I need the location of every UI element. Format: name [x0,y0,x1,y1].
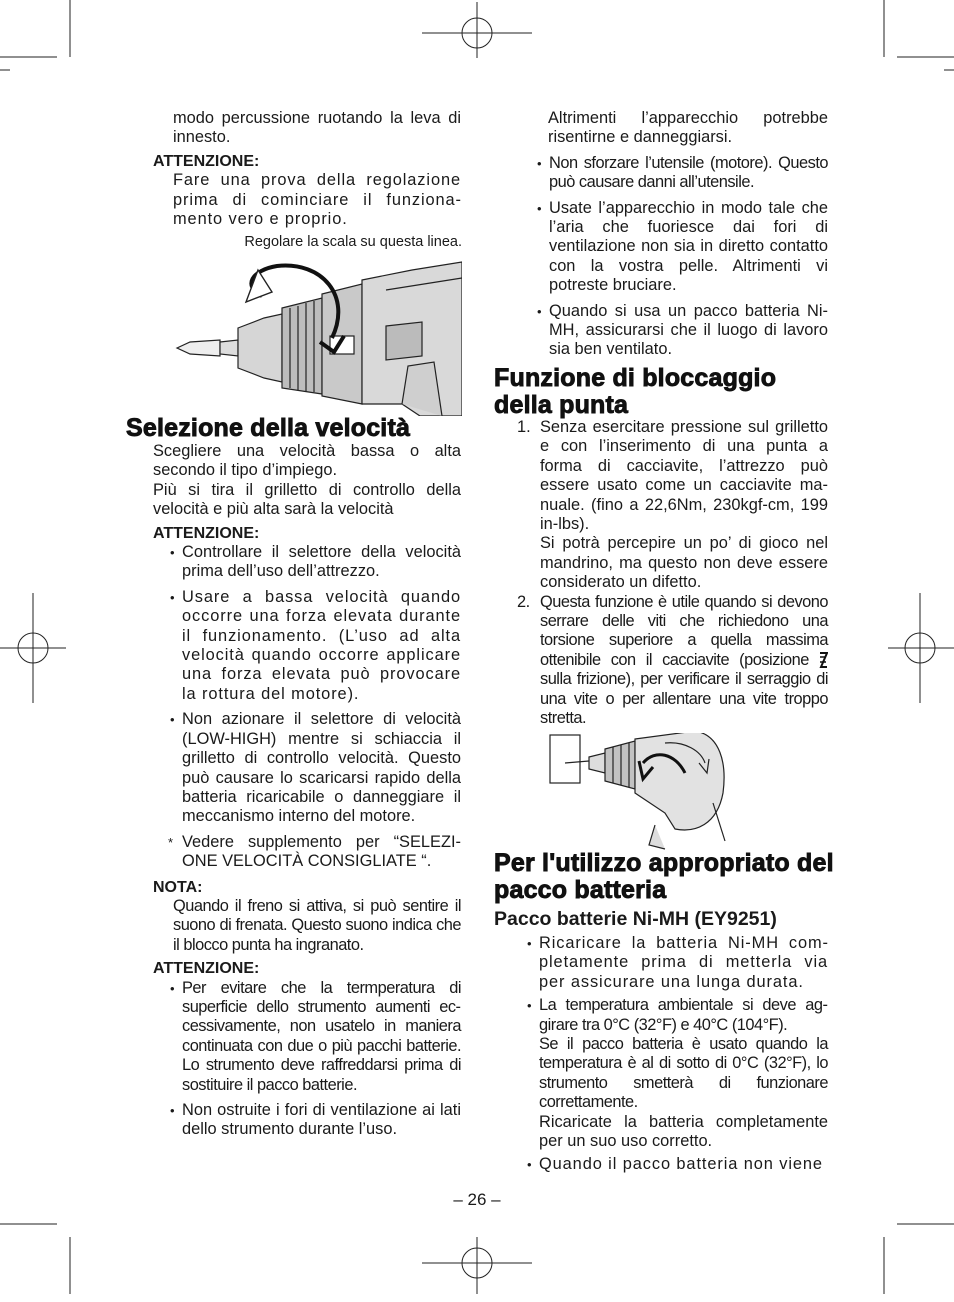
bullet-icon: • [170,1103,175,1118]
bullet-icon: • [527,936,533,951]
lock-item-1-extra: Si potrà percepire un po’ di gioco nel mandrino, ma questo non deve essere considerato un difetto. [540,534,828,592]
caution-item: • Quando si usa un pacco batteria Ni-MH, assicurarsi che il luogo di lavoro sia ben ventilato. [537,301,828,359]
registration-mark-left [0,593,70,703]
battery-item: • Ricaricare la batteria Ni-MH completamente prima di metterla via per assicurare una lunga durata. [527,934,828,991]
bullet-icon: • [537,155,542,171]
battery-item: • La temperatura ambientale si deve aggirare tra 0°C (32°F) e 40°C (104°F). [527,996,828,1034]
caution-item: • Usate l’apparecchio in modo tale che l’aria che fuoriesce dai fori di ventilazione non sia in diretto contatto con la vostra pelle. Altrimenti vi potreste bruciare. [537,198,828,295]
lock-title: Funzione di bloccaggio della punta [494,364,777,419]
speed-paragraph-2: Più si tira il grilletto di controllo della velocità e più alta sarà la velocità [153,480,461,519]
bullet-icon: • [537,200,542,216]
lock-item-2: 2. Questa funzione è utile quando si devono serrare delle viti che richiedono una torsione superiore a quella massima ottenibile con il cacciavite (posizione sulla frizione), per verificare il serraggio di una vite o per allentare una vite troppo stretta. [517,592,828,728]
continued-text: Altrimenti l’apparecchio potrebbe risentirne e danneggiarsi. [548,109,828,147]
speed-paragraph-1: Scegliere una velocità bassa o alta secondo il tipo d’impiego. [153,442,461,480]
attention-item: • Per evitare che la termperatura di superficie dello strumento aumenti eccessivamente, non usatelo in maniera continuata con due o più pacchi batterie. Lo strumento deve raffreddarsi prima di sostituire il pacco batterie. [170,978,461,1094]
attention-item: • Non azionare il selettore di velocità (LOW-HIGH) mentre si schiaccia il grilletto di controllo velocità. Questo può causare lo scaricarsi rapido della batteria ricaricabile o danneggiare il meccanismo interno del motore. [170,710,461,826]
page-number: – 26 – [453,1190,501,1209]
battery-title: Per l'utilizzo appropriato del pacco batteria [494,849,834,904]
battery-item: • Quando il pacco batteria non viene [527,1155,823,1174]
speed-title: Selezione della velocità [126,414,411,442]
note-text: Quando il freno si attiva, si può sentire il suono di frenata. Questo suono indica che il blocco punta ha ingranato. [173,896,461,954]
attention-item: • Non ostruite i fori di ventilazione ai lati dello strumento durante l’uso. [170,1101,461,1139]
right-column-top [537,109,828,360]
bullet-icon: • [527,998,532,1014]
battery-subtitle: Pacco batterie Ni-MH (EY9251) [494,908,777,930]
note-label: NOTA: [153,878,203,896]
bullet-icon: • [170,589,176,605]
intro-text: modo percussione ruotando la leva di innesto. [173,109,461,147]
battery-section [527,934,828,1175]
asterisk-icon: * [168,834,174,850]
supplement-note: * Vedere supplemento per “SELEZIONE VELOCITÀ CONSIGLIATE “. [168,832,461,871]
attention-label-1: ATTENZIONE: [153,152,260,170]
attention-item: • Controllare il selettore della velocità prima dell’uso dell’attrezzo. [170,543,461,581]
bullet-icon: • [527,1157,533,1173]
bullet-icon: • [537,303,542,319]
registration-mark-top [422,0,532,70]
left-column-top [153,109,461,229]
bullet-icon: • [170,980,175,996]
lock-section [517,418,828,729]
drill-lock-illustration [545,733,735,853]
attention-label-2: ATTENZIONE: [153,524,260,542]
battery-item-extra: Ricaricate la batteria completamente per un suo uso corretto. [539,1112,828,1151]
figure-caption: Regolare la scala su questa linea. [244,234,462,250]
registration-mark-right [888,593,954,703]
drill-setting-symbol [819,652,828,668]
bullet-icon: • [170,712,175,728]
registration-mark-bottom [422,1232,532,1302]
attention-label-3: ATTENZIONE: [153,960,260,978]
drill-chuck-illustration [172,256,462,416]
attention-item: • Usare a bassa velocità quando occorre una forza elevata durante il funzionamento. (L’uso ad alta velocità quando occorre applicare una forza elevata può provocare la rottura del motore). [170,587,461,703]
bullet-icon: • [170,545,175,561]
left-column-main [153,442,461,1140]
attention-text-1: Fare una prova della regolazione prima di cominciare il funzionamento vero e proprio. [173,171,461,229]
lock-item-1: 1. Senza esercitare pressione sul grilletto e con l’inserimento di una punta a forma di cacciavite, l’attrezzo può essere usato come un cacciavite manuale. (fino a 22,6Nm, 230kgf-cm, 199 in-lbs). [517,418,828,534]
battery-item-extra: Se il pacco batteria è usato quando la temperatura è al di sotto di 0°C (32°F), lo strumento smetterà di funzionare correttamente. [539,1035,828,1112]
caution-item: • Non sforzare l’utensile (motore). Questo può causare danni all’utensile. [537,153,828,192]
